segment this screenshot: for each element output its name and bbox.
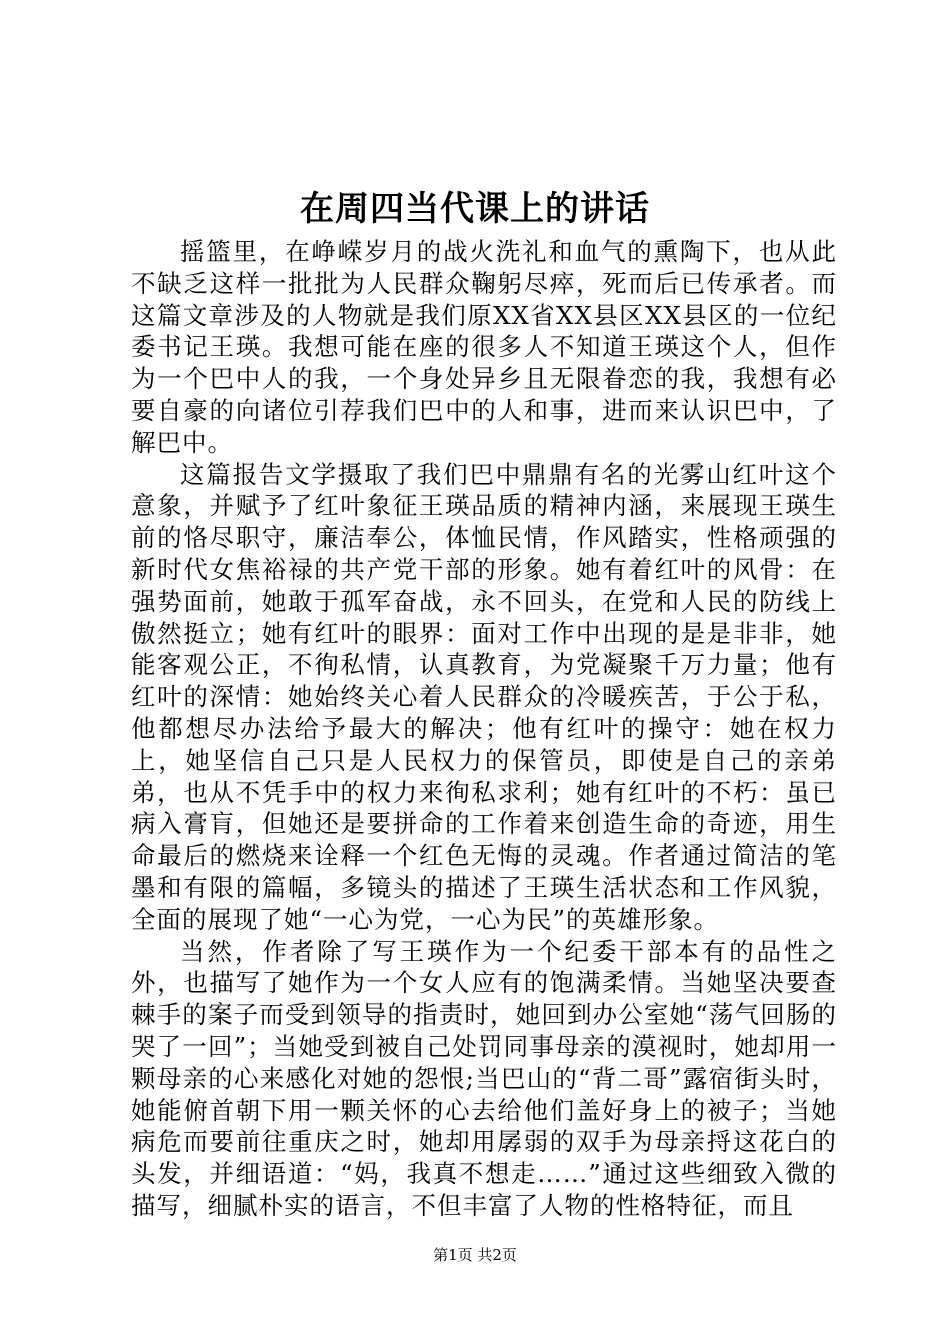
document-body [131,236,837,1222]
paragraph: 摇篮里，在峥嵘岁月的战火洗礼和血气的熏陶下，也从此不缺乏这样一批批为人民群众鞠躬尽瘁，死而后已传承者。而这篇文章涉及的人物就是我们原XX省XX县区XX县区的一位纪委书记王瑛。我想可能在座的很多人不知道王瑛这个人，但作为一个巴中人的我，一个身处异乡且无限眷恋的我，我想有必要自豪的向诸位引荐我们巴中的人和事，进而来认识巴中，了解巴中。 [131,237,837,457]
page-title: 在周四当代课上的讲话 [300,189,650,229]
paragraph: 这篇报告文学摄取了我们巴中鼎鼎有名的光雾山红叶这个意象，并赋予了红叶象征王瑛品质的精神内涵，来展现王瑛生前的恪尽职守，廉洁奉公，体恤民情，作风踏实，性格顽强的新时代女焦裕禄的共产党干部的形象。她有着红叶的风骨：在强势面前，她敢于孤军奋战，永不回头，在党和人民的防线上傲然挺立；她有红叶的眼界：面对工作中出现的是是非非，她能客观公正，不徇私情，认真教育，为党凝聚千万力量；他有红叶的深情：她始终关心着人民群众的冷暖疾苦，于公于私，他都想尽办法给予最大的解决；他有红叶的操守：她在权力上，她坚信自己只是人民权力的保管员，即使是自己的亲弟弟，也从不凭手中的权力来徇私求利；她有红叶的不朽：虽已病入膏肓，但她还是要拼命的工作着来创造生命的奇迹，用生命最后的燃烧来诠释一个红色无悔的灵魂。作者通过简洁的笔墨和有限的篇幅，多镜头的描述了王瑛生活状态和工作风貌，全面的展现了她“一心为党，一心为民”的英雄形象。 [131,459,837,934]
paragraph: 当然，作者除了写王瑛作为一个纪委干部本有的品性之外，也描写了她作为一个女人应有的饱满柔情。当她坚决要查棘手的案子而受到领导的指责时，她回到办公室她“荡气回肠的哭了一回”；当她受到被自己处罚同事母亲的漠视时，她却用一颗母亲的心来感化对她的怨恨;当巴山的“背二哥”露宿街头时，她能俯首朝下用一颗关怀的心去给他们盖好身上的被子；当她病危而要前往重庆之时，她却用孱弱的双手为母亲捋这花白的头发，并细语道：“妈，我真不想走……”通过这些细致入微的描写，细腻朴实的语言，不但丰富了人物的性格特征，而且 [131,936,837,1220]
page-number-footer: 第1页 共2页 [433,1246,517,1264]
